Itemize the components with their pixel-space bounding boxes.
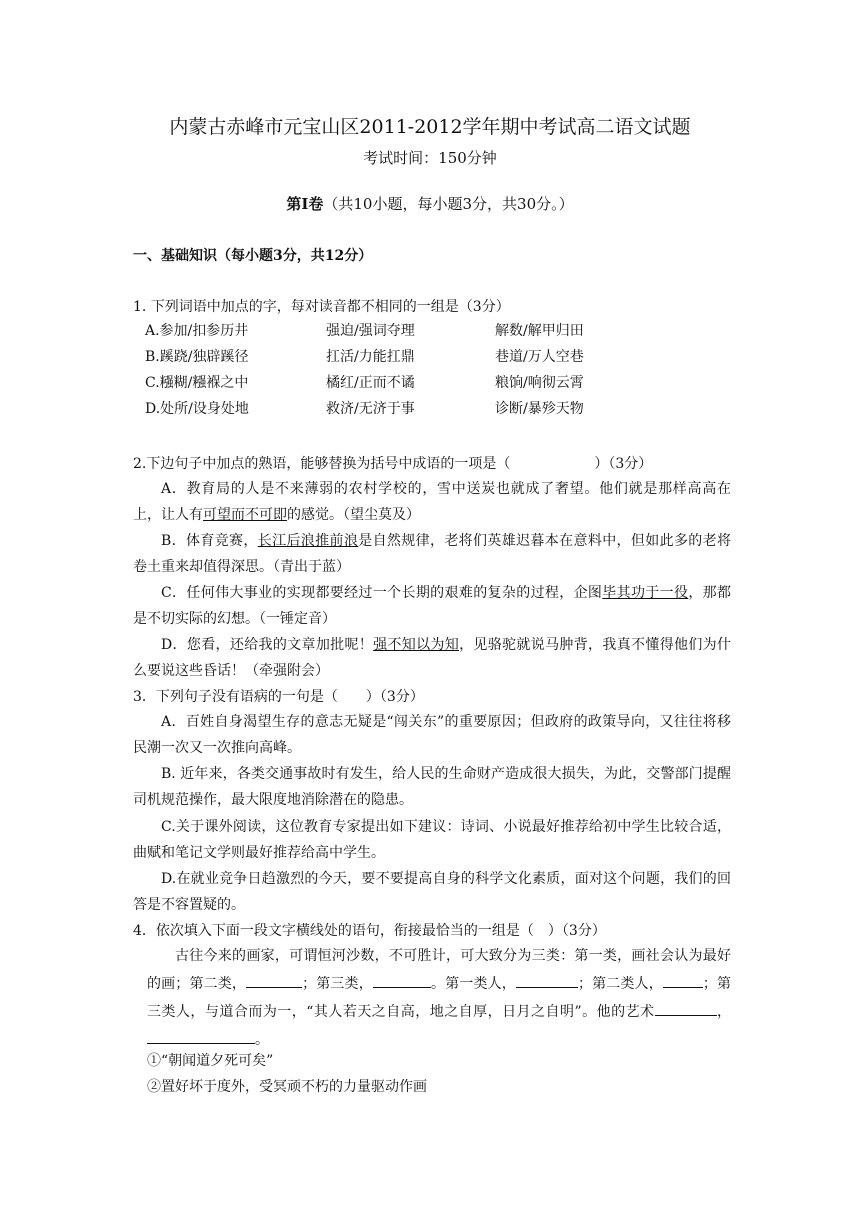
volume-label: 第Ⅰ卷	[286, 195, 324, 213]
q1-option-a-2: 强迫/强词夺理	[326, 323, 415, 339]
q1-option-d-1: D.处所/设身处地	[145, 401, 249, 417]
q2-option-a: A．教育局的人是不来薄弱的农村学校的，雪中送炭也就成了奢望。他们就是那样高高在上，让人有可望而不可即的感觉。（望尘莫及）	[133, 481, 731, 523]
page-title: 内蒙古赤峰市元宝山区2011-2012学年期中考试高二语文试题	[169, 116, 691, 138]
q1-option-d-2: 救济/无济于事	[326, 401, 415, 417]
q4-passage: 古往今来的画家，可谓恒河沙数，不可胜计，可大致分为三类：第一类，画社会认为最好的画；第二类， ；第三类， 。第一类人， ；第二类人， ；第三类人，与道合而为一，“其人若天之自高，地之自厚，日月之自明”。他的艺术 ，。	[147, 948, 732, 1048]
q1-option-c-2: 橘红/正而不谲	[326, 375, 415, 391]
q1-option-b-1: B.蹊跷/独辟蹊径	[145, 349, 249, 365]
volume-note: （共10小题，每小题3分，共30分。）	[323, 195, 574, 213]
q3-option-a: A．百姓自身渴望生存的意志无疑是“闯关东”的重要原因；但政府的政策导向，又往往将移民潮一次又一次推向高峰。	[133, 714, 731, 756]
q1-option-d-3: 诊断/暴殄天物	[495, 401, 584, 417]
question-3-stem: 3．下列句子没有语病的一句是（ ）（3分）	[133, 689, 424, 705]
q4-choice-2: ②置好坏于度外，受冥顽不朽的力量驱动作画	[147, 1079, 427, 1095]
q2-option-d: D．您看，还给我的文章加批呢！强不知以为知，见骆驼就说马肿背，我真不懂得他们为什么要说这些昏话！（牵强附会）	[133, 637, 732, 679]
question-2-stem: 2.下边句子中加点的熟语，能够替换为括号中成语的一项是（ ）（3分）	[133, 456, 653, 472]
q1-option-a-3: 解数/解甲归田	[495, 323, 584, 339]
q4-blank-2	[373, 969, 431, 988]
question-4-stem: 4．依次填入下面一段文字横线处的语句，衔接最恰当的一组是（ ）（3分）	[133, 923, 606, 939]
q4-blank-1	[246, 969, 302, 988]
q1-option-b-2: 扛活/力能扛鼎	[326, 349, 415, 365]
q3-option-d: D.在就业竞争日趋激烈的今天，要不要提高自身的科学文化素质，面对这个问题，我们的回答是不容置疑的。	[133, 871, 731, 913]
q1-option-a-1: A.参加/扣参历井	[145, 323, 249, 339]
volume-heading	[0, 191, 860, 217]
q4-blank-5	[655, 997, 717, 1016]
q2-c-idiom: 毕其功于一役	[602, 585, 689, 601]
q3-option-b: B. 近年来，各类交通事故时有发生，给人民的生命财产造成很大损失，为此，交警部门提醒司机规范操作，最大限度地消除潜在的隐患。	[133, 766, 731, 808]
q2-option-b: B．体育竞赛，长江后浪推前浪是自然规律，老将们英雄迟暮本在意料中，但如此多的老将卷土重来却值得深思。（青出于蓝）	[133, 533, 732, 575]
q4-blank-3	[516, 969, 578, 988]
q1-option-c-3: 粮饷/响彻云霄	[495, 375, 584, 391]
q1-option-c-1: C.糨糊/糨褓之中	[145, 375, 249, 391]
q4-choice-1: ①“朝闻道夕死可矣”	[147, 1053, 274, 1069]
q2-b-idiom: 长江后浪推前浪	[257, 533, 359, 549]
exam-duration: 考试时间：150分钟	[363, 149, 497, 167]
question-1-stem: 1. 下列词语中加点的字，每对读音都不相同的一组是（3分）	[133, 299, 510, 315]
q2-a-idiom: 可望而不可即	[203, 507, 287, 523]
q2-d-idiom: 强不知以为知	[373, 637, 460, 653]
q2-option-c: C．任何伟大事业的实现都要经过一个长期的艰难的复杂的过程，企图毕其功于一役，那都是不切实际的幻想。（一锤定音）	[133, 585, 732, 627]
q4-blank-6	[147, 1025, 255, 1044]
q4-blank-4	[663, 969, 703, 988]
section-heading: 一、基础知识（每小题3分，共12分）	[133, 248, 373, 264]
q3-option-c: C.关于课外阅读，这位教育专家提出如下建议：诗词、小说最好推荐给初中学生比较合适，曲赋和笔记文学则最好推荐给高中学生。	[133, 819, 731, 861]
q1-option-b-3: 巷道/万人空巷	[495, 349, 584, 365]
